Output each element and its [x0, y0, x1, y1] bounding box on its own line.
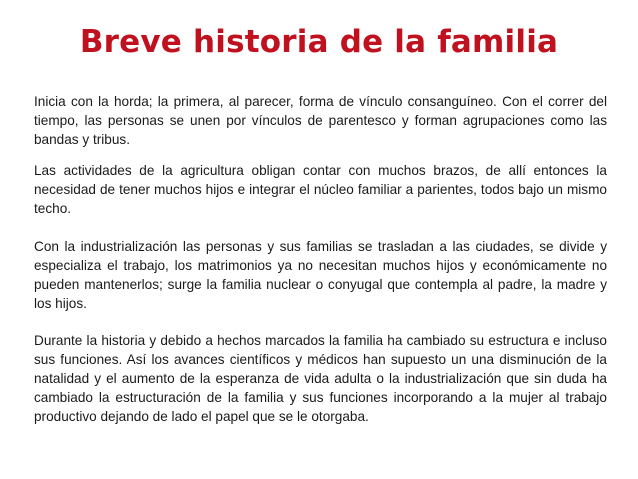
slide-title: Breve historia de la familia	[79, 24, 559, 60]
paragraph-agricultura: Las actividades de la agricultura obligan contar con muchos brazos, de allí entonces la necesidad de tener muchos hijos e integrar el núcleo familiar a parientes, todos bajo un mismo techo.	[34, 163, 607, 216]
paragraph-historia: Durante la historia y debido a hechos marcados la familia ha cambiado su estructura e incluso sus funciones. Así los avances científicos y médicos han supuesto un una disminución de la natalidad y el aumento de la esperanza de vida adulta o la industrialización que sin duda ha cambiado la estructuración de la familia y sus funciones incorporando a la mujer al trabajo productivo dejando de lado el papel que se le otorgaba.	[34, 333, 607, 424]
paragraph-horda: Inicia con la horda; la primera, al parecer, forma de vínculo consanguíneo. Con el correr del tiempo, las personas se unen por vínculos de parentesco y forman agrupaciones como las bandas y tribus.	[34, 94, 607, 147]
paragraph-industrializacion: Con la industrialización las personas y sus familias se trasladan a las ciudades, se divide y especializa el trabajo, los matrimonios ya no necesitan muchos hijos y económicamente no pueden mantenerlos; surge la familia nuclear o conyugal que contempla al padre, la madre y los hijos.	[34, 239, 607, 311]
